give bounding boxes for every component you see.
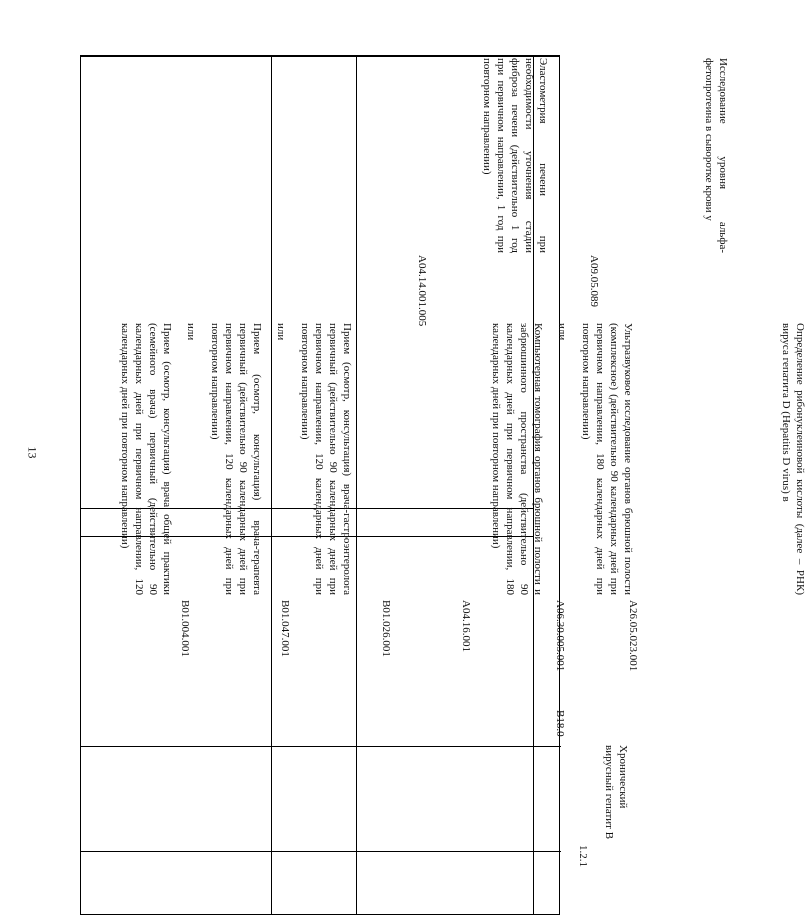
row2-services — [363, 323, 634, 595]
row3-extra-service: Исследование уровня альфа-фетопротеина в сыворотке крови у — [703, 58, 729, 253]
row2-extra-code: A04.14.001.005 — [416, 255, 428, 327]
rule-diag — [81, 746, 561, 747]
row3-service: Определение рибонуклеиновой кислоты (далее – РНК) вируса гепатита D (Hepatitis D virus) в — [780, 323, 806, 595]
row3-extra-code: A09.05.089 — [588, 255, 600, 307]
or-label-2: или — [185, 323, 197, 341]
row1-code-1: B01.004.001 — [179, 600, 191, 657]
row1-services — [82, 323, 352, 595]
row-top — [81, 56, 559, 57]
row3-number: 1.2.1 — [577, 845, 589, 867]
service-ultrasound: Ультразвуковое исследование органов брюшной полости (комплексное) (действительно 90 календарных дней при первичном направлении, 180 календарных дней при повторном направлении) — [580, 323, 634, 595]
row3-diagnosis: Хронический вирусный гепатит B — [603, 745, 629, 840]
row2-extra-service: Эластометрия печени при необходимости уточнения стадии фиброза печени (действительно 1 год при первичном направлении, 1 год при повторном направлении) — [481, 58, 549, 253]
row3-code: A26.05.023.001 — [627, 600, 639, 672]
service-therapist: Прием (осмотр, консультация) врача-терапевта первичный (действительно 90 календарных дней при первичном направлении, 120 календарных дней при повторном направлении) — [209, 323, 263, 595]
row2-code-1: A04.16.001 — [460, 600, 472, 652]
service-gastro: Прием (осмотр, консультация) врача-гастроэнтеролога первичный (действительно 90 календарных дней при первичном направлении, 120 календарных дней при повторном направлении) — [299, 323, 353, 595]
row1-code-3: B01.026.001 — [380, 600, 392, 657]
row1-code-2: B01.047.001 — [279, 600, 291, 657]
row3-mkb: B18.0 — [554, 710, 566, 737]
service-ct: Компьютерная томография органов брюшной полости и забрюшинного пространства (действительно 90 календарных дней при первичном направлении, 180 календарных дней при повторном направлении) — [490, 323, 544, 595]
page-number: 13 — [25, 446, 40, 459]
or-label-1: или — [275, 323, 287, 341]
service-gp: Прием (осмотр, консультация) врача общей практики (семейного врача) первичный (действительно 90 календарных дней при первичном направлении, 120 календарных дней при повторном направлении) — [119, 323, 173, 595]
rule-number — [81, 851, 561, 852]
or-label-3: или — [556, 323, 568, 341]
row2-code-2: A06.30.005.001 — [554, 600, 566, 672]
